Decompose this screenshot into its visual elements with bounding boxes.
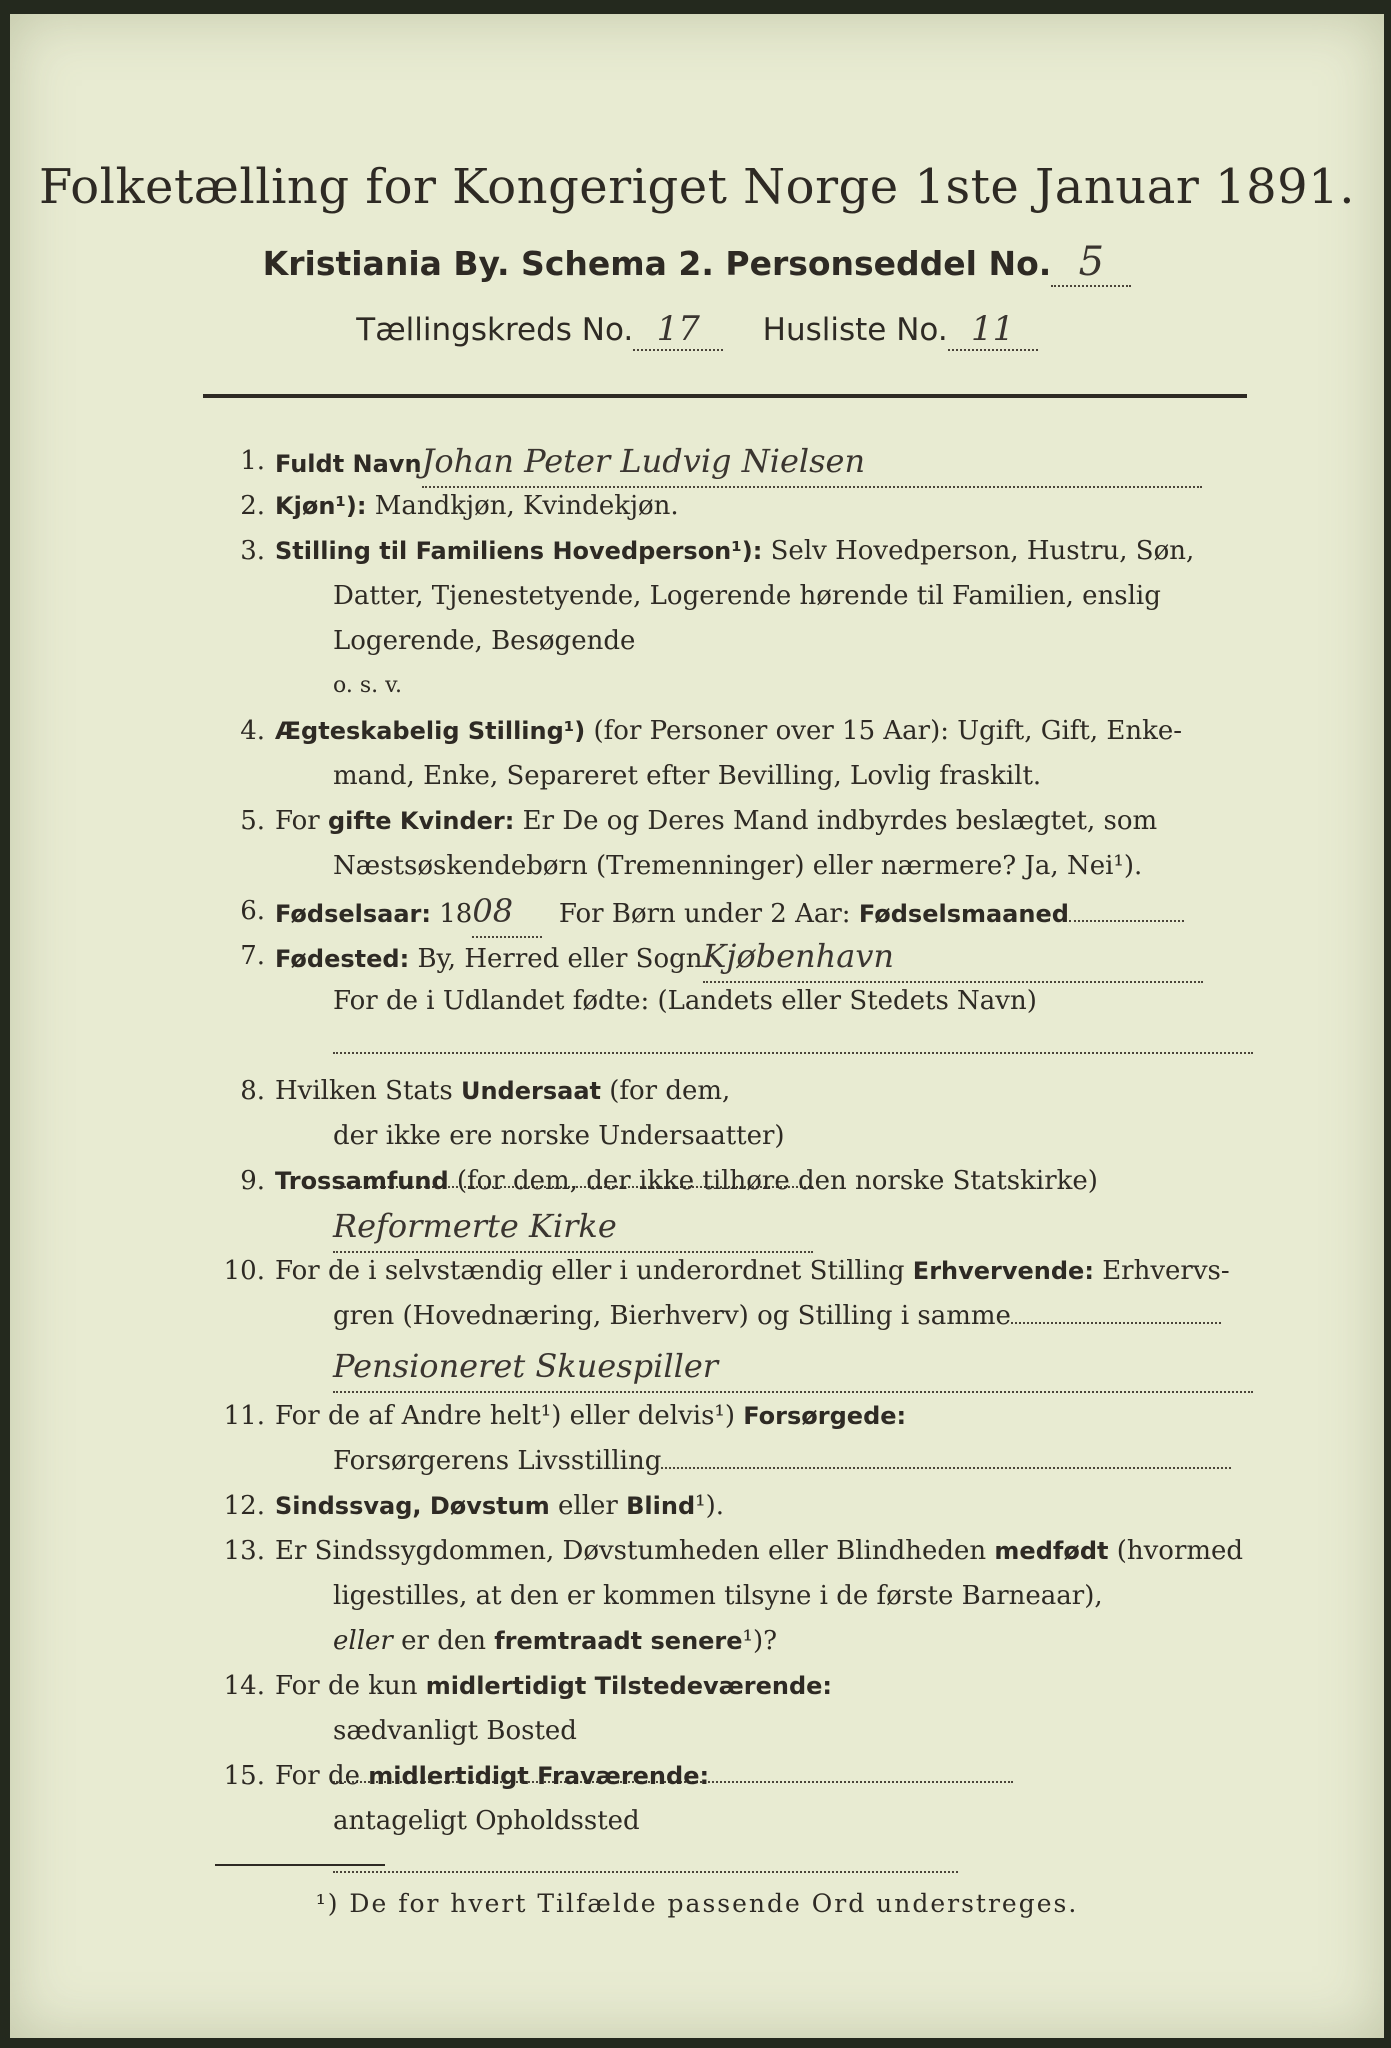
birth-year-answer: 08 <box>472 892 514 930</box>
form-subheader <box>10 309 1384 351</box>
footnote: ¹) De for hvert Tilfælde passende Ord understreges. <box>315 1889 1079 1918</box>
header-divider <box>203 394 1247 398</box>
religion-answer: Reformerte Kirke <box>333 1207 617 1245</box>
form-subtitle <box>10 239 1384 287</box>
birthplace-answer: Kjøbenhavn <box>702 937 894 975</box>
subtitle-prefix: Kristiania By. Schema 2. Personseddel No. <box>262 244 1052 283</box>
kreds-no: 17 <box>656 309 700 349</box>
husliste-label: Husliste No. <box>762 312 948 348</box>
personseddel-no: 5 <box>1078 239 1105 285</box>
kreds-label: Tællingskreds No. <box>356 312 634 348</box>
census-form-sheet: Folketælling for Kongeriget Norge 1ste Januar 1891. Kristiania By. Schema 2. Personseddel No. 5 Tællingskreds No. 17 Husliste No. 11 1. Fuldt NavnJohan Peter Ludvig Nielsen 2. Kjøn¹): Mandkjøn, Kvindekjøn. 3. Stilling til Familiens Hovedperson¹): Selv Hovedperson, Hustru, Søn, Datter, Tjenestetyende, Logerende hørende til Familien, enslig Logerende, Besøgende o. s. v. 4. Ægteskabelig Stilling¹) (for Personer over 15 Aar): Ugift, Gift, Enke- mand, Enke, Separeret efter Bevilling, Lovlig fraskilt. 5. For gifte Kvinder: Er De og Deres Mand indbyrdes beslægtet, som Næstsøskendebørn (Tremenninger) eller nærmere? Ja, Nei¹). 6. Fødselsaar: 1808 For Børn under 2 Aar: Fødselsmaaned 7. Fødested: By, Herred eller SognKjøbenhavn For de i Udlandet fødte: (Landets eller Stedets Navn) 8. Hvilken Stats Undersaat (for dem, der ikke ere norske Undersaatter) 9. Trossamfund (for dem, der ikke tilhøre den norske Statskirke) Reformerte Kirke 10. For de i selvstændig eller i underordnet Stilling Erhvervende: Erhvervs- gren (Hovednæring, Bierhverv) og Stilling i samme Pensioneret Skuespiller 11. For de af Andre helt¹) eller delvis¹) Forsørgede: Forsørgerens Livsstilling 12. Sindssvag, Døvstum eller Blind¹). 13. Er Sindssygdommen, Døvstumheden eller Blindheden medfødt (hvormed ligestilles, at den er kommen tilsyne i de første Barneaar), eller er den fremtraadt senere¹)? 14. For de kun midlertidigt Tilstedeværende: sædvanligt Bosted 15. For de midlertidigt Fraværende: antageligt Opholdssted ¹) De for hvert Tilfælde passende Ord understreges. <box>10 14 1384 2038</box>
form-title: Folketælling for Kongeriget Norge 1ste Januar 1891. <box>39 159 1355 215</box>
full-name-answer: Johan Peter Ludvig Nielsen <box>421 442 866 480</box>
occupation-answer: Pensioneret Skuespiller <box>333 1347 719 1385</box>
husliste-no: 11 <box>971 309 1015 349</box>
footnote-rule <box>215 1864 385 1866</box>
